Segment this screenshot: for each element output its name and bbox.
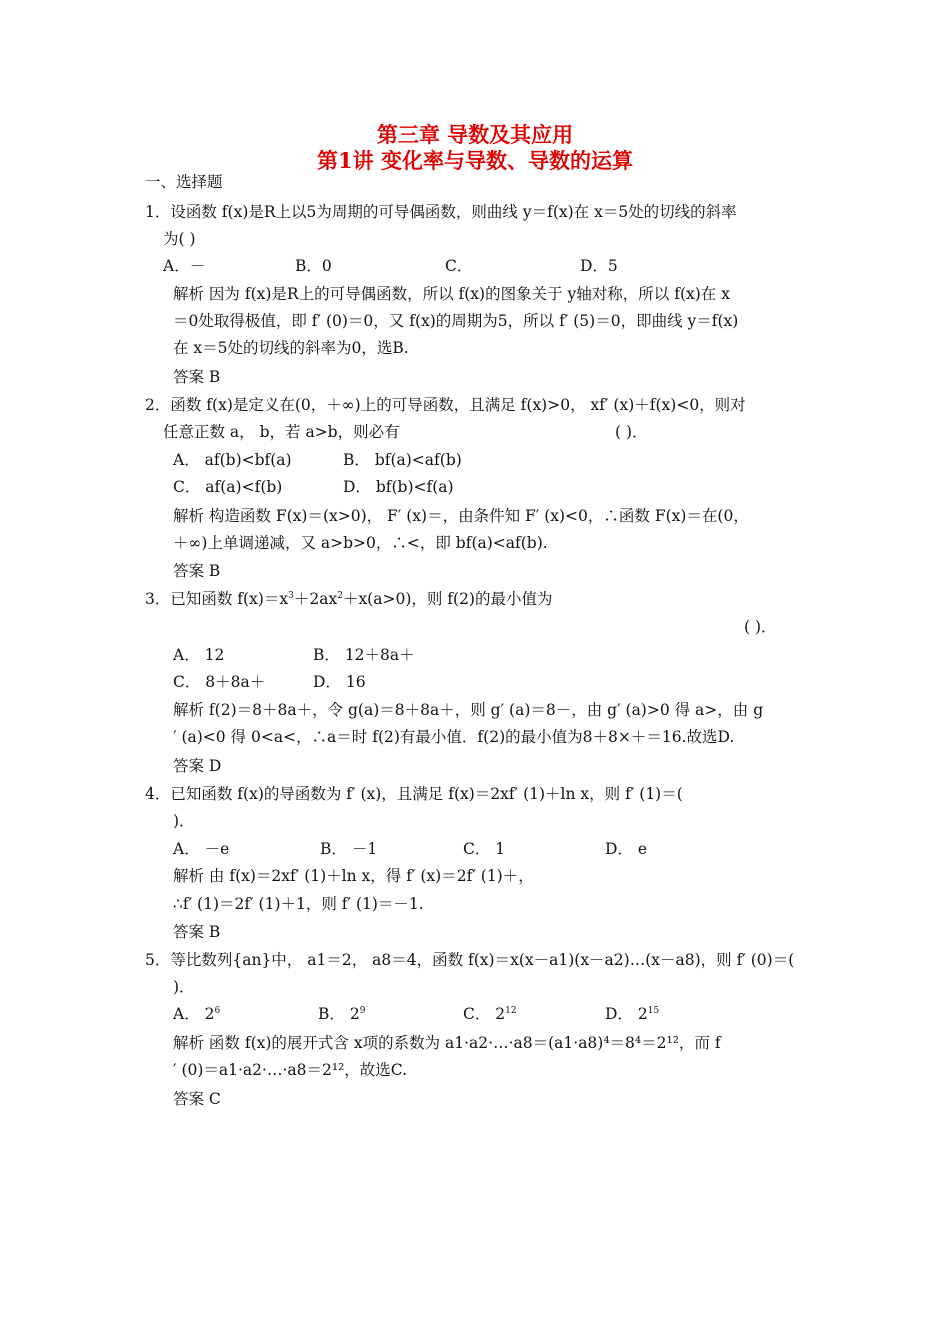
q3-option-a: A． 12 <box>173 646 225 664</box>
q5-option-d-exponent: 15 <box>647 1005 660 1016</box>
q1-stem-line1: 1．设函数 f(x)是R上以5为周期的可导偶函数，则曲线 y＝f(x)在 x＝5处的切线的斜率 <box>145 203 737 221</box>
q1-solution-line3: 在 x＝5处的切线的斜率为0，选B. <box>173 339 409 357</box>
q4-option-a: A． －e <box>173 840 230 858</box>
q2-option-b: B． bf(a)<af(b) <box>343 451 462 469</box>
q3-answer: 答案 D <box>173 757 222 775</box>
q3-option-b: B． 12＋8a＋ <box>313 646 415 664</box>
q1-answer: 答案 B <box>173 368 221 386</box>
q5-option-b <box>318 1004 365 1024</box>
q4-stem-line1: 4．已知函数 f(x)的导函数为 f′ (x)，且满足 f(x)＝2xf′ (1)＋ln x，则 f′ (1)＝( <box>145 785 683 803</box>
q4-stem-line2: )． <box>173 812 195 830</box>
q3-option-d: D． 16 <box>313 673 366 691</box>
q3-stem-exponent2: 2 <box>337 590 343 601</box>
lesson-title: 第1讲 变化率与导数、导数的运算 <box>317 148 633 173</box>
q5-answer: 答案 C <box>173 1090 221 1108</box>
q4-solution-line1: 解析 由 f(x)＝2xf′ (1)＋ln x，得 f′ (x)＝2f′ (1)＋， <box>173 867 534 885</box>
q2-stem-line2: 任意正数 a， b，若 a>b，则必有 <box>163 423 400 441</box>
q3-solution-line2: ′ (a)<0 得 0<a<，∴a＝时 f(2)有最小值．f(2)的最小值为8＋8×＋＝16.故选D. <box>173 728 735 746</box>
q4-solution-line2: ∴f′ (1)＝2f′ (1)＋1，则 f′ (1)＝－1. <box>173 895 424 913</box>
q5-stem-line2: )． <box>173 978 195 996</box>
q5-option-c <box>463 1004 517 1024</box>
q5-option-d-base: D． 2 <box>605 1005 648 1023</box>
q4-option-b: B． －1 <box>320 840 378 858</box>
q1-option-d: D．5 <box>580 257 618 275</box>
q1-solution-line2: ＝0处取得极值，即 f′ (0)＝0，又 f(x)的周期为5，所以 f′ (5)＝0，即曲线 y＝f(x) <box>173 312 739 330</box>
q3-option-c: C． 8＋8a＋ <box>173 673 266 691</box>
q3-stem-part3: ＋x(a>0)，则 f(2)的最小值为 <box>342 590 553 608</box>
q1-stem-line2: 为( ) <box>163 230 196 248</box>
q2-answer: 答案 B <box>173 562 221 580</box>
q4-answer: 答案 B <box>173 923 221 941</box>
q2-option-d: D． bf(b)<f(a) <box>343 478 454 496</box>
q2-answer-paren: ( )． <box>615 423 648 441</box>
q3-solution-line1: 解析 f(2)＝8＋8a＋，令 g(a)＝8＋8a＋，则 g′ (a)＝8－，由 g′ (a)>0 得 a>，由 g <box>173 701 764 719</box>
q5-option-a-base: A． 2 <box>173 1005 215 1023</box>
q2-option-a: A． af(b)<bf(a) <box>173 451 292 469</box>
q3-answer-paren: ( )． <box>744 618 777 636</box>
q5-option-d <box>605 1004 659 1024</box>
q5-stem-line1: 5．等比数列{an}中， a1＝2， a8＝4，函数 f(x)＝x(x－a1)(x－a2)…(x－a8)，则 f′ (0)＝( <box>145 951 795 969</box>
q1-option-b: B．0 <box>295 257 332 275</box>
q3-stem <box>145 589 552 609</box>
q5-option-b-exponent: 9 <box>359 1005 366 1016</box>
q2-solution-line1: 解析 构造函数 F(x)＝(x>0)， F′ (x)＝，由条件知 F′ (x)<0，∴函数 F(x)＝在(0， <box>173 507 749 525</box>
q5-option-c-base: C． 2 <box>463 1005 506 1023</box>
q1-solution-line1: 解析 因为 f(x)是R上的可导偶函数，所以 f(x)的图象关于 y轴对称，所以 f(x)在 x <box>173 285 730 303</box>
q2-solution-line2: ＋∞)上单调递减，又 a>b>0，∴<，即 bf(a)<af(b). <box>173 534 548 552</box>
q3-stem-exponent1: 3 <box>288 590 294 601</box>
q1-option-a: A．－ <box>163 257 206 275</box>
q3-stem-part1: 3．已知函数 f(x)＝x <box>145 590 289 608</box>
q2-stem-line1: 2．函数 f(x)是定义在(0，＋∞)上的可导函数，且满足 f(x)>0， xf′ (x)＋f(x)<0，则对 <box>145 396 746 414</box>
q5-option-b-base: B． 2 <box>318 1005 360 1023</box>
q4-option-c: C． 1 <box>463 840 506 858</box>
q5-solution-line1: 解析 函数 f(x)的展开式含 x项的系数为 a1·a2·…·a8＝(a1·a8)⁴＝8⁴＝2¹²，而 f <box>173 1034 721 1052</box>
chapter-title: 第三章 导数及其应用 <box>376 122 574 147</box>
q3-stem-part2: ＋2ax <box>293 590 338 608</box>
section-heading: 一、选择题 <box>145 173 223 191</box>
q2-option-c: C． af(a)<f(b) <box>173 478 283 496</box>
q5-option-c-exponent: 12 <box>505 1005 517 1016</box>
q1-option-c: C． <box>445 257 473 275</box>
q5-option-a <box>173 1004 220 1024</box>
q5-option-a-exponent: 6 <box>214 1005 221 1016</box>
q5-solution-line2: ′ (0)＝a1·a2·…·a8＝2¹²，故选C. <box>173 1061 408 1079</box>
q4-option-d: D． e <box>605 840 648 858</box>
